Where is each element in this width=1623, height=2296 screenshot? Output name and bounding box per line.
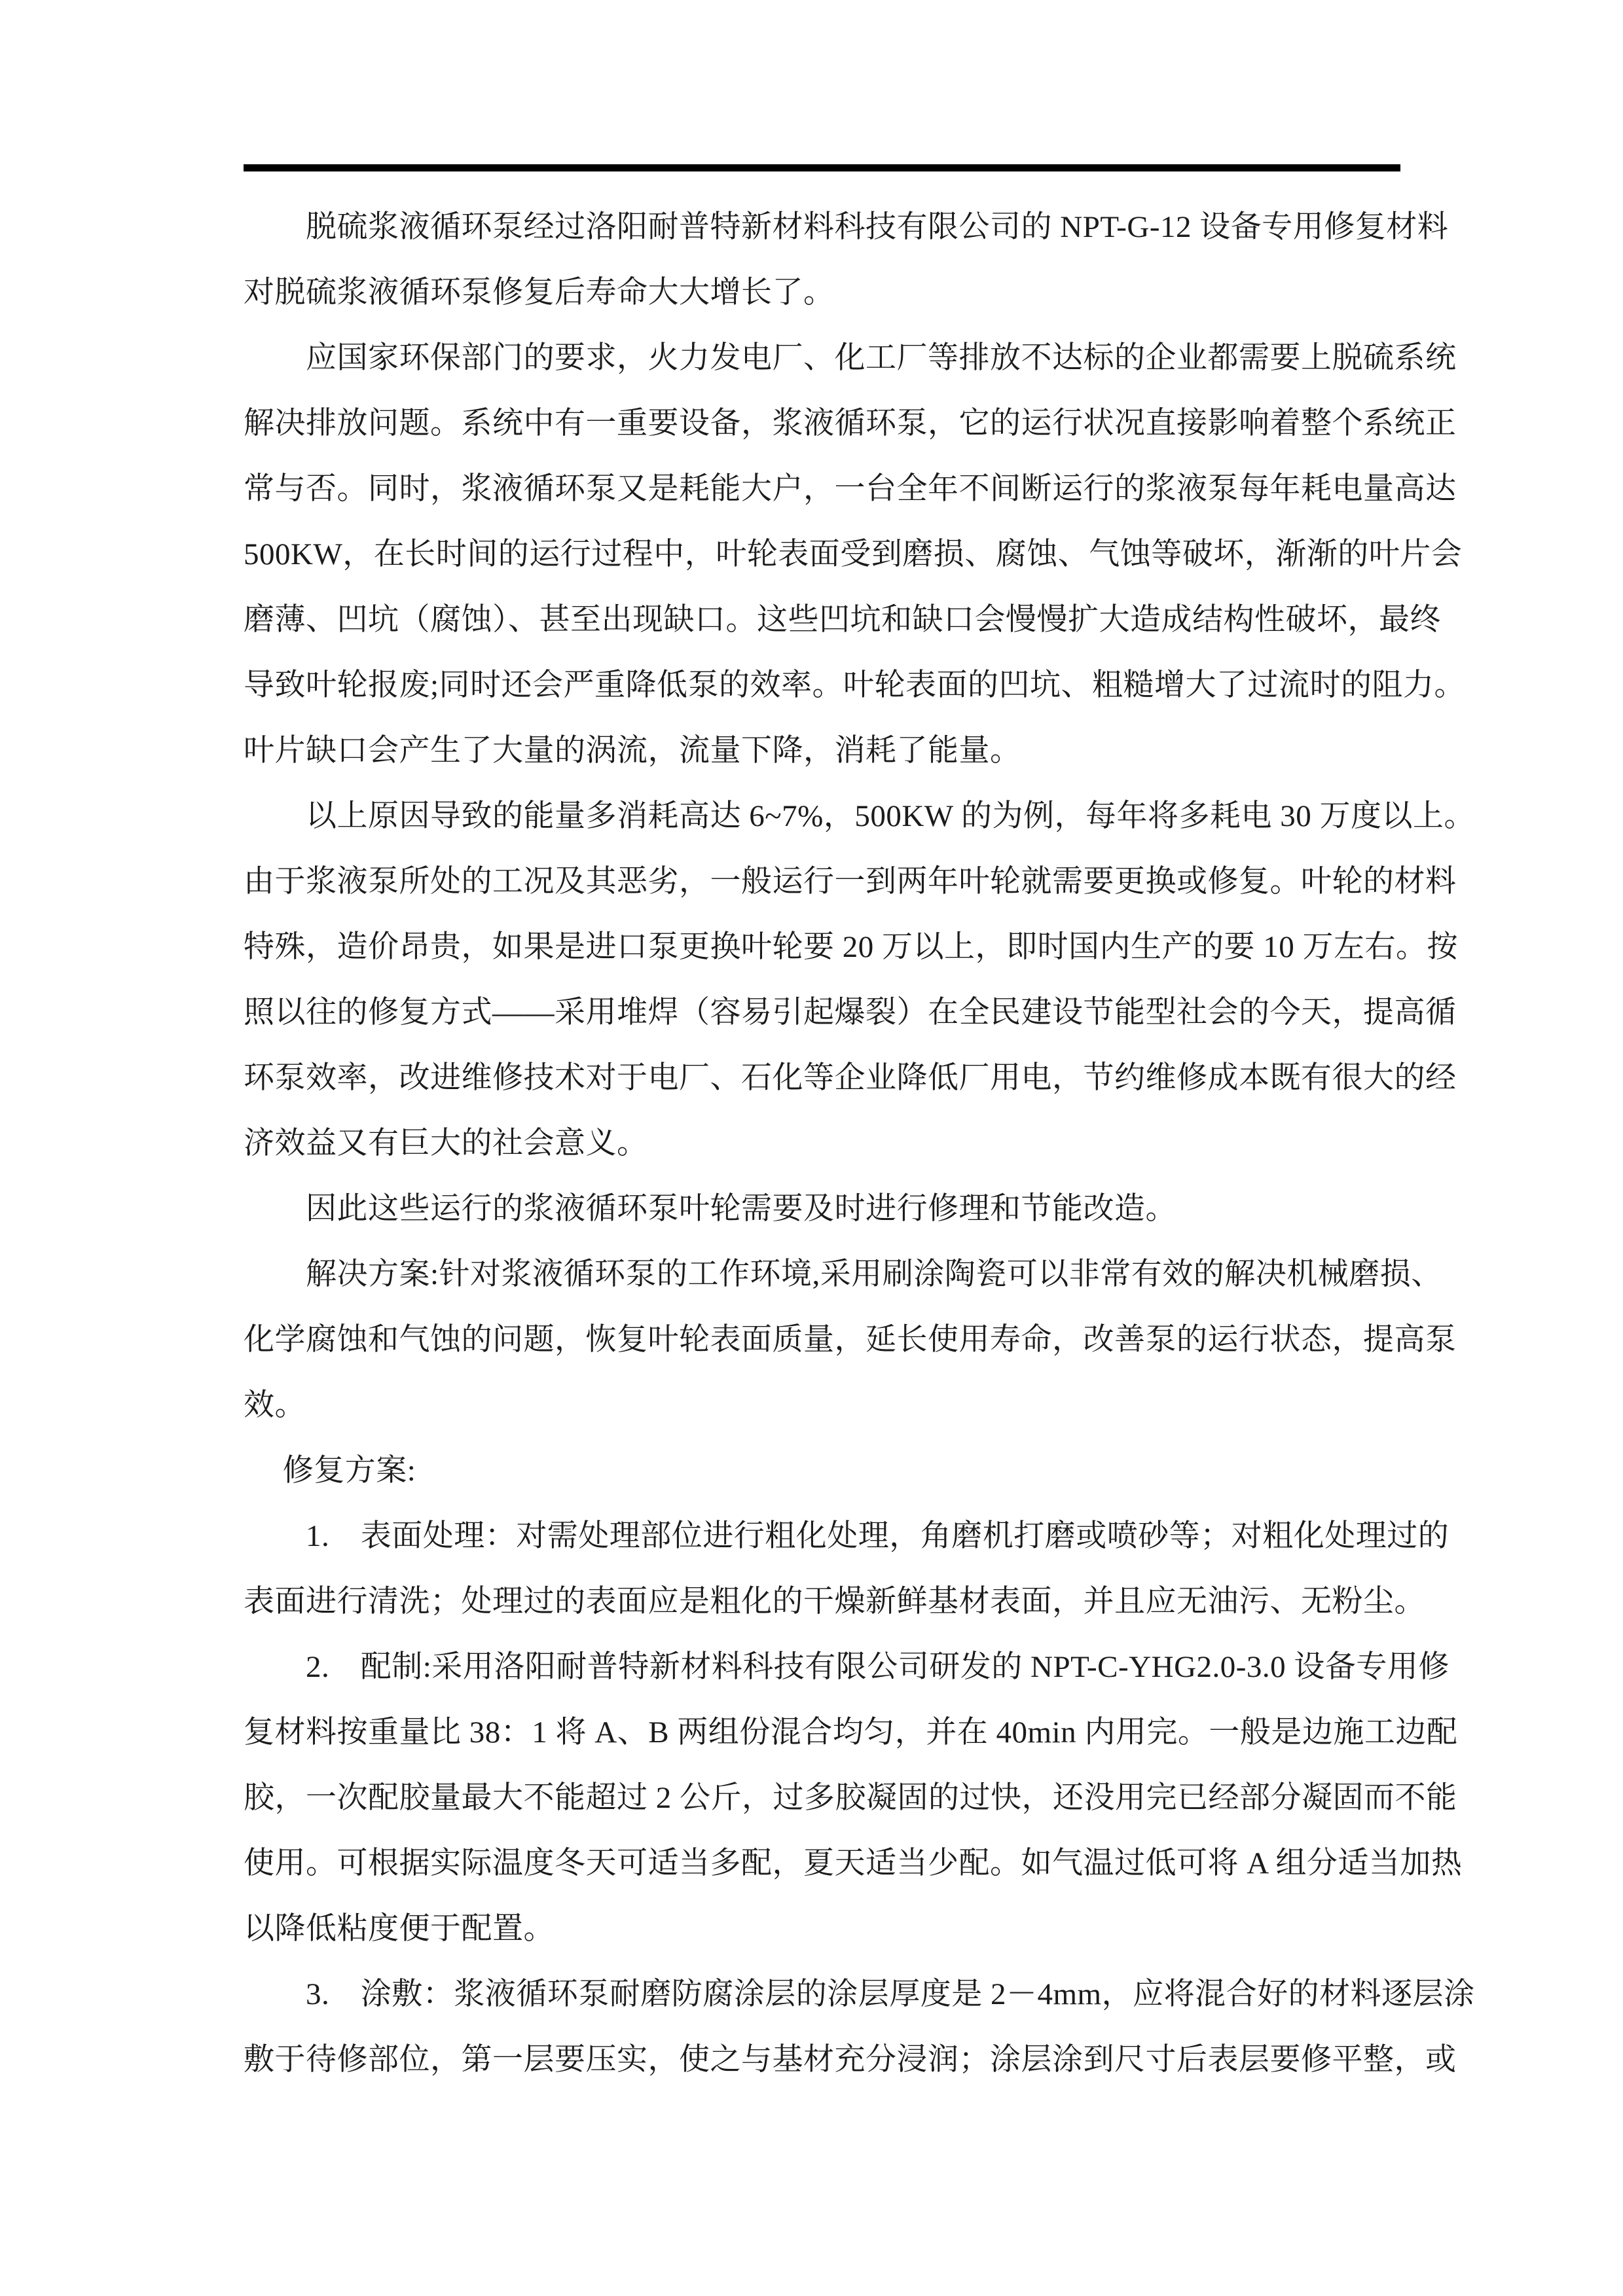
text-line: 2. 配制:采用洛阳耐普特新材料科技有限公司研发的 NPT-C-YHG2.0-3.0 设备专用修 [244,1650,1450,1684]
text-line: 磨薄、凹坑（腐蚀）、甚至出现缺口。这些凹坑和缺口会慢慢扩大造成结构性破坏，最终 [244,603,1441,637]
text-line: 对脱硫浆液循环泵修复后寿命大大增长了。 [244,276,835,310]
text-line: 复材料按重量比 38：1 将 A、B 两组份混合均匀，并在 40min 内用完。一般是边施工边配 [244,1715,1458,1749]
text-line: 解决方案:针对浆液循环泵的工作环境,采用刷涂陶瓷可以非常有效的解决机械磨损、 [244,1257,1442,1291]
text-line: 导致叶轮报废;同时还会严重降低泵的效率。叶轮表面的凹坑、粗糙增大了过流时的阻力。 [244,668,1466,702]
text-line: 特殊，造价昂贵，如果是进口泵更换叶轮要 20 万以上，即时国内生产的要 10 万左右。按 [244,930,1458,964]
text-line: 脱硫浆液循环泵经过洛阳耐普特新材料科技有限公司的 NPT-G-12 设备专用修复材料 [244,210,1449,244]
text-line: 常与否。同时，浆液循环泵又是耗能大户，一台全年不间断运行的浆液泵每年耗电量高达 [244,472,1457,506]
text-line: 效。 [244,1388,306,1422]
text-line: 以降低粘度便于配置。 [244,1912,555,1946]
text-line: 解决排放问题。系统中有一重要设备，浆液循环泵，它的运行状况直接影响着整个系统正 [244,406,1457,440]
document-body [244,194,1476,2092]
header-rule [244,164,1400,171]
text-line: 500KW，在长时间的运行过程中，叶轮表面受到磨损、腐蚀、气蚀等破坏，渐渐的叶片会 [244,537,1463,571]
text-line: 修复方案: [244,1454,416,1488]
text-line: 因此这些运行的浆液循环泵叶轮需要及时进行修理和节能改造。 [244,1192,1176,1226]
text-line: 济效益又有巨大的社会意义。 [244,1126,648,1160]
text-line: 环泵效率，改进维修技术对于电厂、石化等企业降低厂用电，节约维修成本既有很大的经 [244,1061,1457,1095]
text-line: 胶，一次配胶量最大不能超过 2 公斤，过多胶凝固的过快，还没用完已经部分凝固而不能 [244,1781,1457,1815]
text-line: 由于浆液泵所处的工况及其恶劣，一般运行一到两年叶轮就需要更换或修复。叶轮的材料 [244,865,1457,899]
text-line: 化学腐蚀和气蚀的问题，恢复叶轮表面质量，延长使用寿命，改善泵的运行状态，提高泵 [244,1323,1457,1357]
text-line: 敷于待修部位，第一层要压实，使之与基材充分浸润；涂层涂到尺寸后表层要修平整，或 [244,2043,1457,2077]
text-line: 叶片缺口会产生了大量的涡流，流量下降，消耗了能量。 [244,734,1021,768]
text-line: 以上原因导致的能量多消耗高达 6~7%，500KW 的为例，每年将多耗电 30 万度以上。 [244,799,1476,833]
text-line: 照以往的修复方式——采用堆焊（容易引起爆裂）在全民建设节能型社会的今天，提高循 [244,996,1457,1030]
text-line: 使用。可根据实际温度冬天可适当多配，夏天适当少配。如气温过低可将 A 组分适当加热 [244,1846,1463,1880]
text-line: 3. 涂敷：浆液循环泵耐磨防腐涂层的涂层厚度是 2－4mm，应将混合好的材料逐层涂 [244,1977,1475,2011]
text-line: 应国家环保部门的要求，火力发电厂、化工厂等排放不达标的企业都需要上脱硫系统 [244,341,1457,375]
text-line: 表面进行清洗；处理过的表面应是粗化的干燥新鲜基材表面，并且应无油污、无粉尘。 [244,1585,1425,1619]
text-line: 1. 表面处理：对需处理部位进行粗化处理，角磨机打磨或喷砂等；对粗化处理过的 [244,1519,1450,1553]
